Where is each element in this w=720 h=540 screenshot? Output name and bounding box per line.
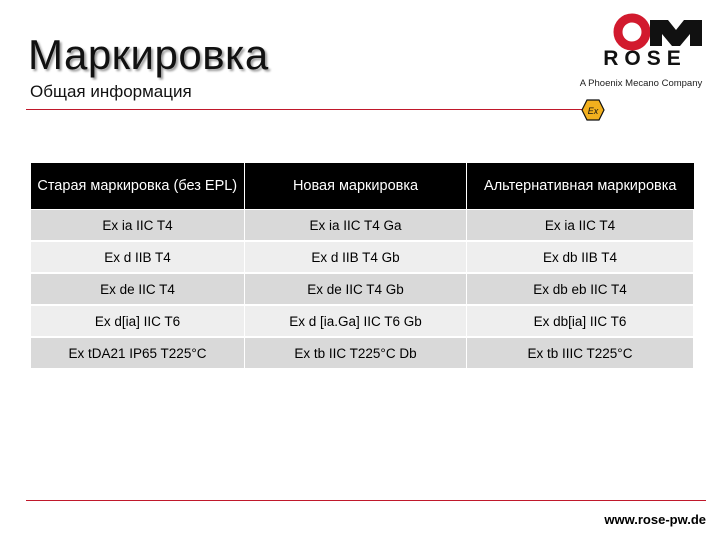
logo-company-text: A Phoenix Mecano Company: [579, 78, 703, 89]
cell-old: Ex tDA21 IP65 T225°C: [31, 337, 245, 369]
marking-table: [30, 163, 694, 370]
ex-hexagon-icon: [581, 99, 605, 121]
slide-title: Маркировка: [28, 31, 269, 78]
cell-alt: Ex db eb IIC T4: [467, 273, 694, 305]
header-old-marking: Старая маркировка (без EPL): [31, 163, 245, 210]
cell-alt: Ex tb IIIC T225°C: [467, 337, 694, 369]
footer-divider: [26, 500, 706, 501]
logo-brand-text: ROSE: [603, 47, 687, 70]
table-row: [31, 273, 694, 305]
table-row: [31, 241, 694, 273]
cell-new: Ex de IIC T4 Gb: [245, 273, 467, 305]
table-row: [31, 305, 694, 337]
cell-new: Ex ia IIC T4 Ga: [245, 210, 467, 242]
footer-url: www.rose-pw.de: [604, 512, 706, 527]
cell-new: Ex d IIB T4 Gb: [245, 241, 467, 273]
cell-old: Ex d[ia] IIC T6: [31, 305, 245, 337]
cell-old: Ex d IIB T4: [31, 241, 245, 273]
cell-old: Ex de IIC T4: [31, 273, 245, 305]
header-alt-marking: Альтернативная маркировка: [467, 163, 694, 210]
table-row: [31, 210, 694, 242]
slide-subtitle: Общая информация: [30, 82, 192, 101]
cell-alt: Ex db[ia] IIC T6: [467, 305, 694, 337]
cell-alt: Ex db IIB T4: [467, 241, 694, 273]
cell-new: Ex tb IIC T225°C Db: [245, 337, 467, 369]
cell-alt: Ex ia IIC T4: [467, 210, 694, 242]
header-new-marking: Новая маркировка: [245, 163, 467, 210]
header-divider: [26, 109, 586, 110]
table-header-row: [31, 163, 694, 210]
cell-new: Ex d [ia.Ga] IIC T6 Gb: [245, 305, 467, 337]
table-row: [31, 337, 694, 369]
cell-old: Ex ia IIC T4: [31, 210, 245, 242]
ex-symbol-text: Ex: [587, 106, 599, 116]
